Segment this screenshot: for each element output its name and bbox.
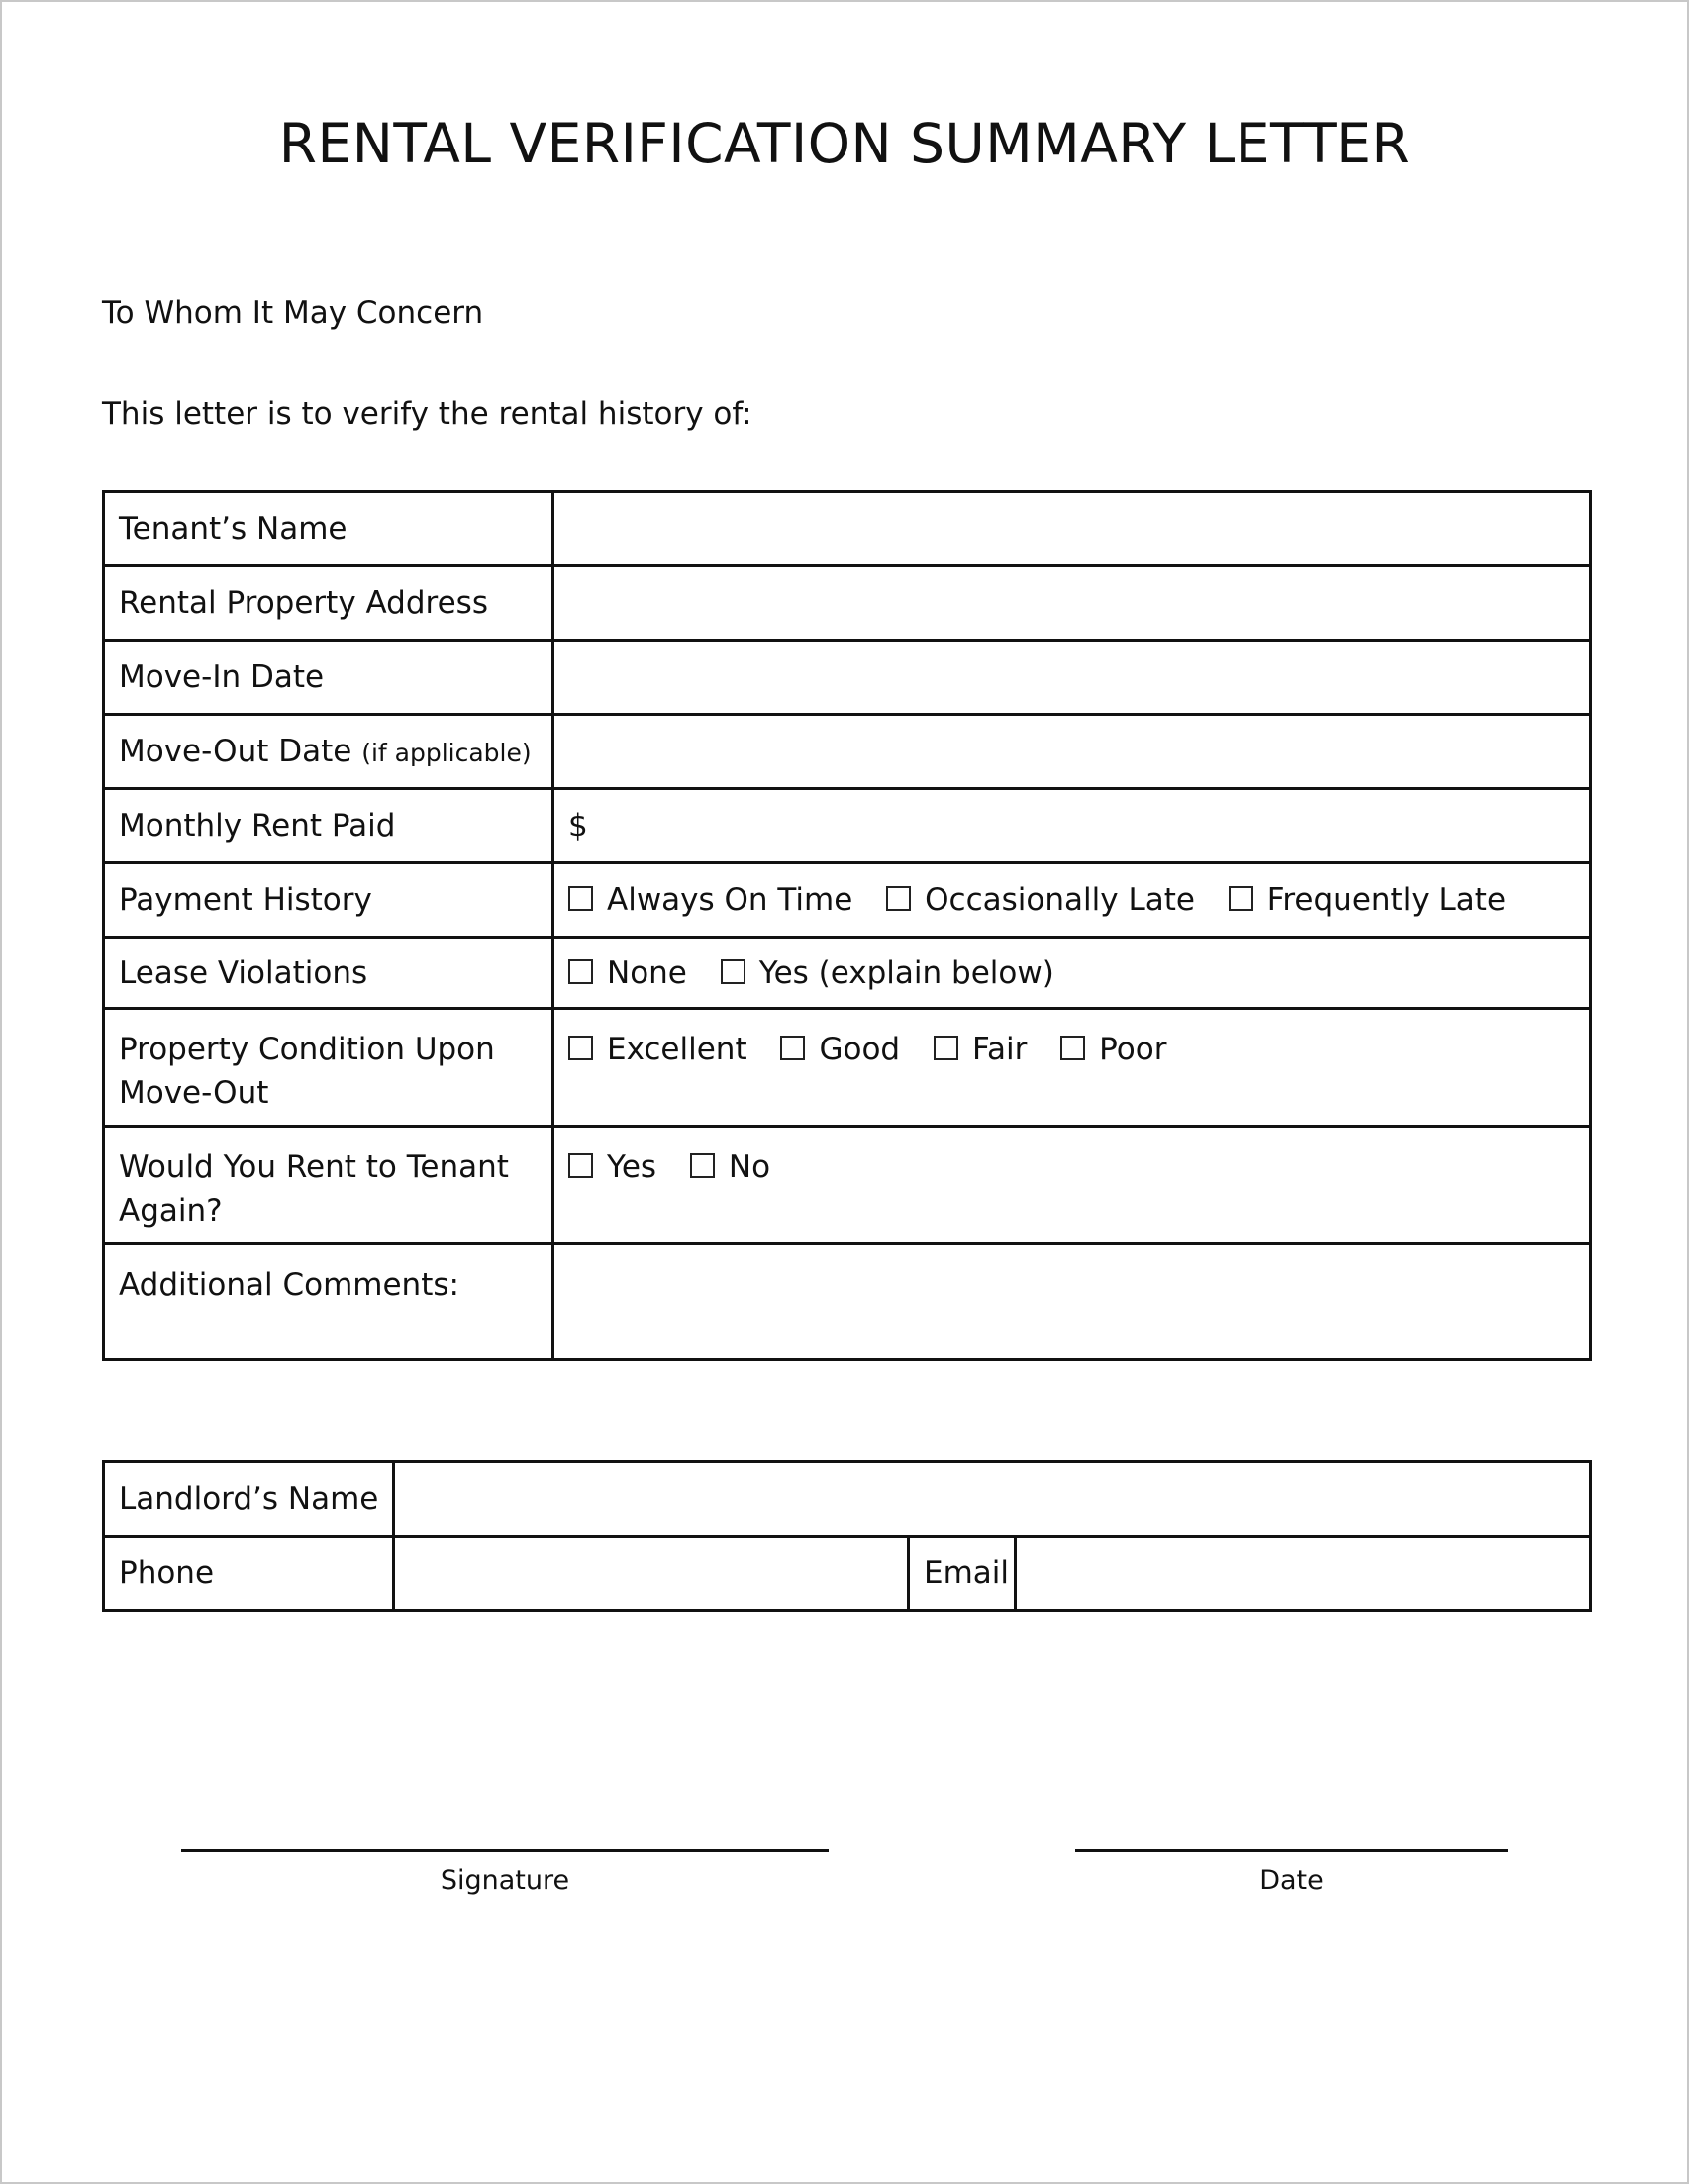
checkbox-icon[interactable] [568, 1153, 593, 1178]
payment-history-options [553, 863, 1591, 938]
option-none[interactable] [568, 955, 687, 991]
intro-text: This letter is to verify the rental history of: [102, 396, 752, 432]
checkbox-icon[interactable] [568, 959, 593, 984]
checkbox-icon[interactable] [934, 1036, 958, 1060]
option-good[interactable] [780, 1028, 900, 1071]
option-frequently-late[interactable] [1229, 882, 1506, 918]
comments-label: Additional Comments: [104, 1244, 553, 1360]
checkbox-icon[interactable] [1229, 886, 1253, 911]
phone-label: Phone [104, 1537, 394, 1611]
option-label: Good [819, 1032, 901, 1067]
lease-violations-label: Lease Violations [104, 938, 553, 1009]
monthly-rent-label: Monthly Rent Paid [104, 789, 553, 863]
property-condition-label-line2: Move-Out [119, 1075, 269, 1111]
option-always-on-time[interactable] [568, 882, 852, 918]
signature-line[interactable] [181, 1849, 829, 1852]
checkbox-icon[interactable] [690, 1153, 715, 1178]
date-line[interactable] [1075, 1849, 1508, 1852]
payment-history-label: Payment History [104, 863, 553, 938]
table-row [104, 1009, 1591, 1127]
table-row [104, 641, 1591, 715]
checkbox-icon[interactable] [721, 959, 745, 984]
page-title: RENTAL VERIFICATION SUMMARY LETTER [278, 112, 1411, 175]
salutation: To Whom It May Concern [102, 295, 484, 331]
table-row [104, 1462, 1591, 1537]
option-yes[interactable] [568, 1145, 656, 1189]
table-row [104, 1537, 1591, 1611]
rent-again-label-cell [104, 1127, 553, 1244]
option-yes-explain[interactable] [721, 955, 1054, 991]
landlord-name-field[interactable] [394, 1462, 1591, 1537]
option-excellent[interactable] [568, 1028, 747, 1071]
move-in-label: Move-In Date [104, 641, 553, 715]
monthly-rent-field[interactable] [553, 789, 1591, 863]
option-label: Fair [971, 1032, 1028, 1067]
tenant-name-label: Tenant’s Name [104, 492, 553, 566]
table-row [104, 789, 1591, 863]
option-no[interactable] [690, 1145, 770, 1189]
option-poor[interactable] [1060, 1028, 1166, 1071]
option-label: Occasionally Late [925, 882, 1195, 918]
option-label: None [607, 954, 687, 991]
property-condition-label-cell [104, 1009, 553, 1127]
option-occasionally-late[interactable] [886, 882, 1195, 918]
option-fair[interactable] [934, 1028, 1027, 1071]
landlord-name-label: Landlord’s Name [104, 1462, 394, 1537]
table-row [104, 566, 1591, 641]
option-label: Yes [607, 1149, 657, 1185]
move-out-field[interactable] [553, 715, 1591, 789]
comments-field[interactable] [553, 1244, 1591, 1360]
option-label: No [728, 1149, 771, 1185]
property-condition-label-line1: Property Condition Upon [119, 1032, 495, 1067]
move-in-field[interactable] [553, 641, 1591, 715]
table-row [104, 863, 1591, 938]
option-label: Excellent [607, 1032, 747, 1067]
date-label: Date [1259, 1865, 1324, 1896]
table-row [104, 1127, 1591, 1244]
table-row [104, 715, 1591, 789]
tenant-info-table [102, 490, 1592, 1361]
move-out-note: (if applicable) [361, 739, 532, 767]
lease-violations-options [553, 938, 1591, 1009]
email-label: Email [909, 1537, 1016, 1611]
tenant-name-field[interactable] [553, 492, 1591, 566]
option-label: Frequently Late [1266, 882, 1507, 918]
table-row [104, 1244, 1591, 1360]
move-out-label-cell [104, 715, 553, 789]
checkbox-icon[interactable] [780, 1036, 805, 1060]
dollar-prefix: $ [568, 808, 588, 844]
property-address-label: Rental Property Address [104, 566, 553, 641]
option-label: Poor [1099, 1032, 1167, 1067]
signature-label: Signature [440, 1865, 570, 1896]
checkbox-icon[interactable] [568, 886, 593, 911]
property-condition-options [553, 1009, 1591, 1127]
phone-field[interactable] [394, 1537, 909, 1611]
option-label: Yes (explain below) [758, 954, 1054, 991]
email-field[interactable] [1016, 1537, 1591, 1611]
option-label: Always On Time [607, 882, 853, 918]
rent-again-label-line1: Would You Rent to Tenant [119, 1149, 509, 1185]
landlord-info-table [102, 1460, 1592, 1612]
table-row [104, 938, 1591, 1009]
table-row [104, 492, 1591, 566]
property-address-field[interactable] [553, 566, 1591, 641]
rent-again-options [553, 1127, 1591, 1244]
checkbox-icon[interactable] [1060, 1036, 1085, 1060]
checkbox-icon[interactable] [568, 1036, 593, 1060]
move-out-label: Move-Out Date [119, 734, 352, 769]
checkbox-icon[interactable] [886, 886, 911, 911]
rent-again-label-line2: Again? [119, 1193, 223, 1229]
